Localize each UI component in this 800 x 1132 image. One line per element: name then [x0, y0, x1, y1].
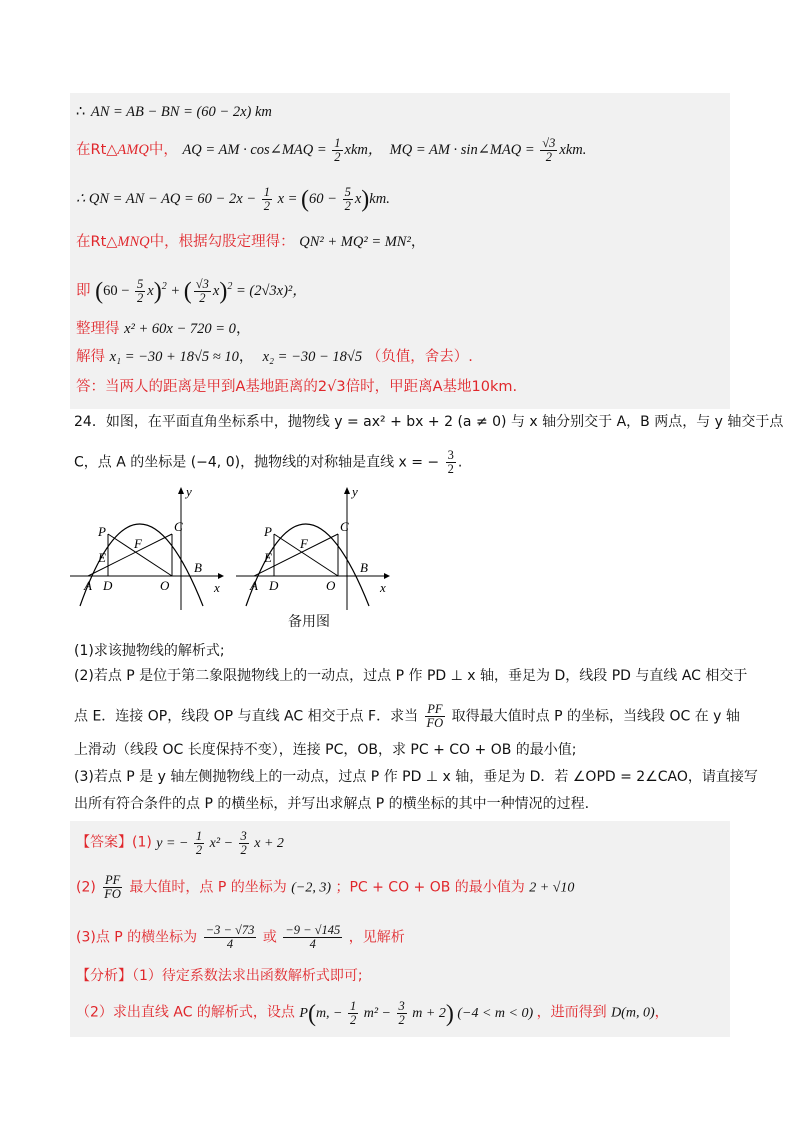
fig2-label-y: y [352, 484, 358, 499]
answer-line-2: (2) $\frac{PF}{FO}$ 最大值时，点 P 的坐标为 (−2, 3) ；PC + CO + OB 的最小值为 2 + √10 [76, 873, 575, 901]
analysis-line-1: 【分析】（1）待定系数法求出函数解析式即可; [76, 968, 363, 984]
fig1-label-p: P [98, 524, 106, 539]
problem-line-1: 24．如图，在平面直角坐标系中，抛物线 y = ax² + bx + 2 (a ≠ 0) 与 x 轴分别交于 A，B 两点，与 y 轴交于点 [74, 414, 784, 430]
fig2-label-x: x [380, 580, 386, 595]
parabola-figure-backup [234, 482, 394, 612]
figure-caption: 备用图 [288, 614, 330, 630]
answer-line-1: 【答案】(1) y = − $\frac{1}{2}$ x² − $\frac{3}{2}$ x + 2 [76, 829, 284, 857]
fig1-label-f: F [134, 536, 142, 551]
fig2-label-b: B [360, 560, 368, 575]
answer-line-3: (3)点 P 的横坐标为 $\frac{-3 - √73}{4}$ 或 $\frac{-9 - √145}{4}$ ，见解析 [76, 923, 405, 951]
solution-line-4: 在Rt△MNQ中，根据勾股定理得： QN² + MQ² = MN²， [76, 234, 426, 250]
question-2-line-1: (2)若点 P 是位于第二象限抛物线上的一动点，过点 P 作 PD ⊥ x 轴，垂足为 D，线段 PD 与直线 AC 相交于 [74, 668, 748, 684]
fig2-label-e: E [264, 550, 272, 565]
question-2-line-3: 上滑动（线段 OC 长度保持不变），连接 PC，OB，求 PC + CO + OB 的最小值; [74, 742, 577, 758]
parabola-figure-main [68, 482, 228, 612]
solution-answer-line: 答：当两人的距离是甲到A基地距离的2√3倍时，甲距离A基地10km. [76, 379, 518, 395]
fig2-label-o: O [326, 578, 336, 593]
fig1-label-x: x [214, 580, 220, 595]
fig2-label-c: C [340, 519, 349, 534]
question-2-line-2: 点 E．连接 OP，线段 OP 与直线 AC 相交于点 F．求当 $\frac{PF}{FO}$ 取得最大值时点 P 的坐标，当线段 OC 在 y 轴 [74, 702, 740, 730]
fig1-label-o: O [160, 578, 170, 593]
fig1-label-d: D [103, 578, 113, 593]
fig1-label-a: A [84, 578, 92, 593]
solution-line-2: 在Rt△AMQ中， AQ = AM · cos∠MAQ = $\frac{1}{2}$ xkm， MQ = AM · sin∠MAQ = $\frac{√3}{2}$ xkm. [76, 136, 587, 164]
fig2-label-a: A [250, 578, 258, 593]
question-1: (1)求该抛物线的解析式; [74, 643, 225, 659]
solution-line-6: 整理得 x² + 60x − 720 = 0， [76, 321, 251, 337]
fig1-label-y: y [186, 484, 192, 499]
analysis-line-2: （2）求出直线 AC 的解析式，设点 P(m, − $\frac{1}{2}$ m² − $\frac{3}{2}$ m + 2) (−4 < m < 0) ，进而得到 D(m, 0)， [76, 999, 669, 1027]
fig2-label-d: D [269, 578, 279, 593]
fig1-label-b: B [194, 560, 202, 575]
solution-line-1: ∴ AN = AB − BN = (60 − 2x) km [76, 104, 272, 120]
question-3-line-2: 出所有符合条件的点 P 的横坐标，并写出求解点 P 的横坐标的其中一种情况的过程. [74, 796, 590, 812]
fig1-label-c: C [174, 519, 183, 534]
solution-line-7: 解得 x₁ = −30 + 18√5 ≈ 10， x₂ = −30 − 18√5 （负值，舍去）. [76, 349, 473, 365]
fig2-label-p: P [264, 524, 272, 539]
solution-line-3: ∴ QN = AN − AQ = 60 − 2x − $\frac{1}{2}$ x = (60 − $\frac{5}{2}$ x)km. [76, 185, 390, 213]
fig2-label-f: F [300, 536, 308, 551]
question-3-line-1: (3)若点 P 是 y 轴左侧抛物线上的一动点，过点 P 作 PD ⊥ x 轴，垂足为 D．若 ∠OPD = 2∠CAO，请直接写 [74, 769, 758, 785]
problem-line-2: C，点 A 的坐标是 (−4, 0)，抛物线的对称轴是直线 x = − $\frac{3}{2}$ . [74, 448, 463, 476]
solution-line-5: 即 (60 − $\frac{5}{2}$ x)$^2$ + ( $\frac{√3}{2}$ x)$^2$ = (2√3x)²， [76, 277, 307, 305]
fig1-label-e: E [98, 550, 106, 565]
